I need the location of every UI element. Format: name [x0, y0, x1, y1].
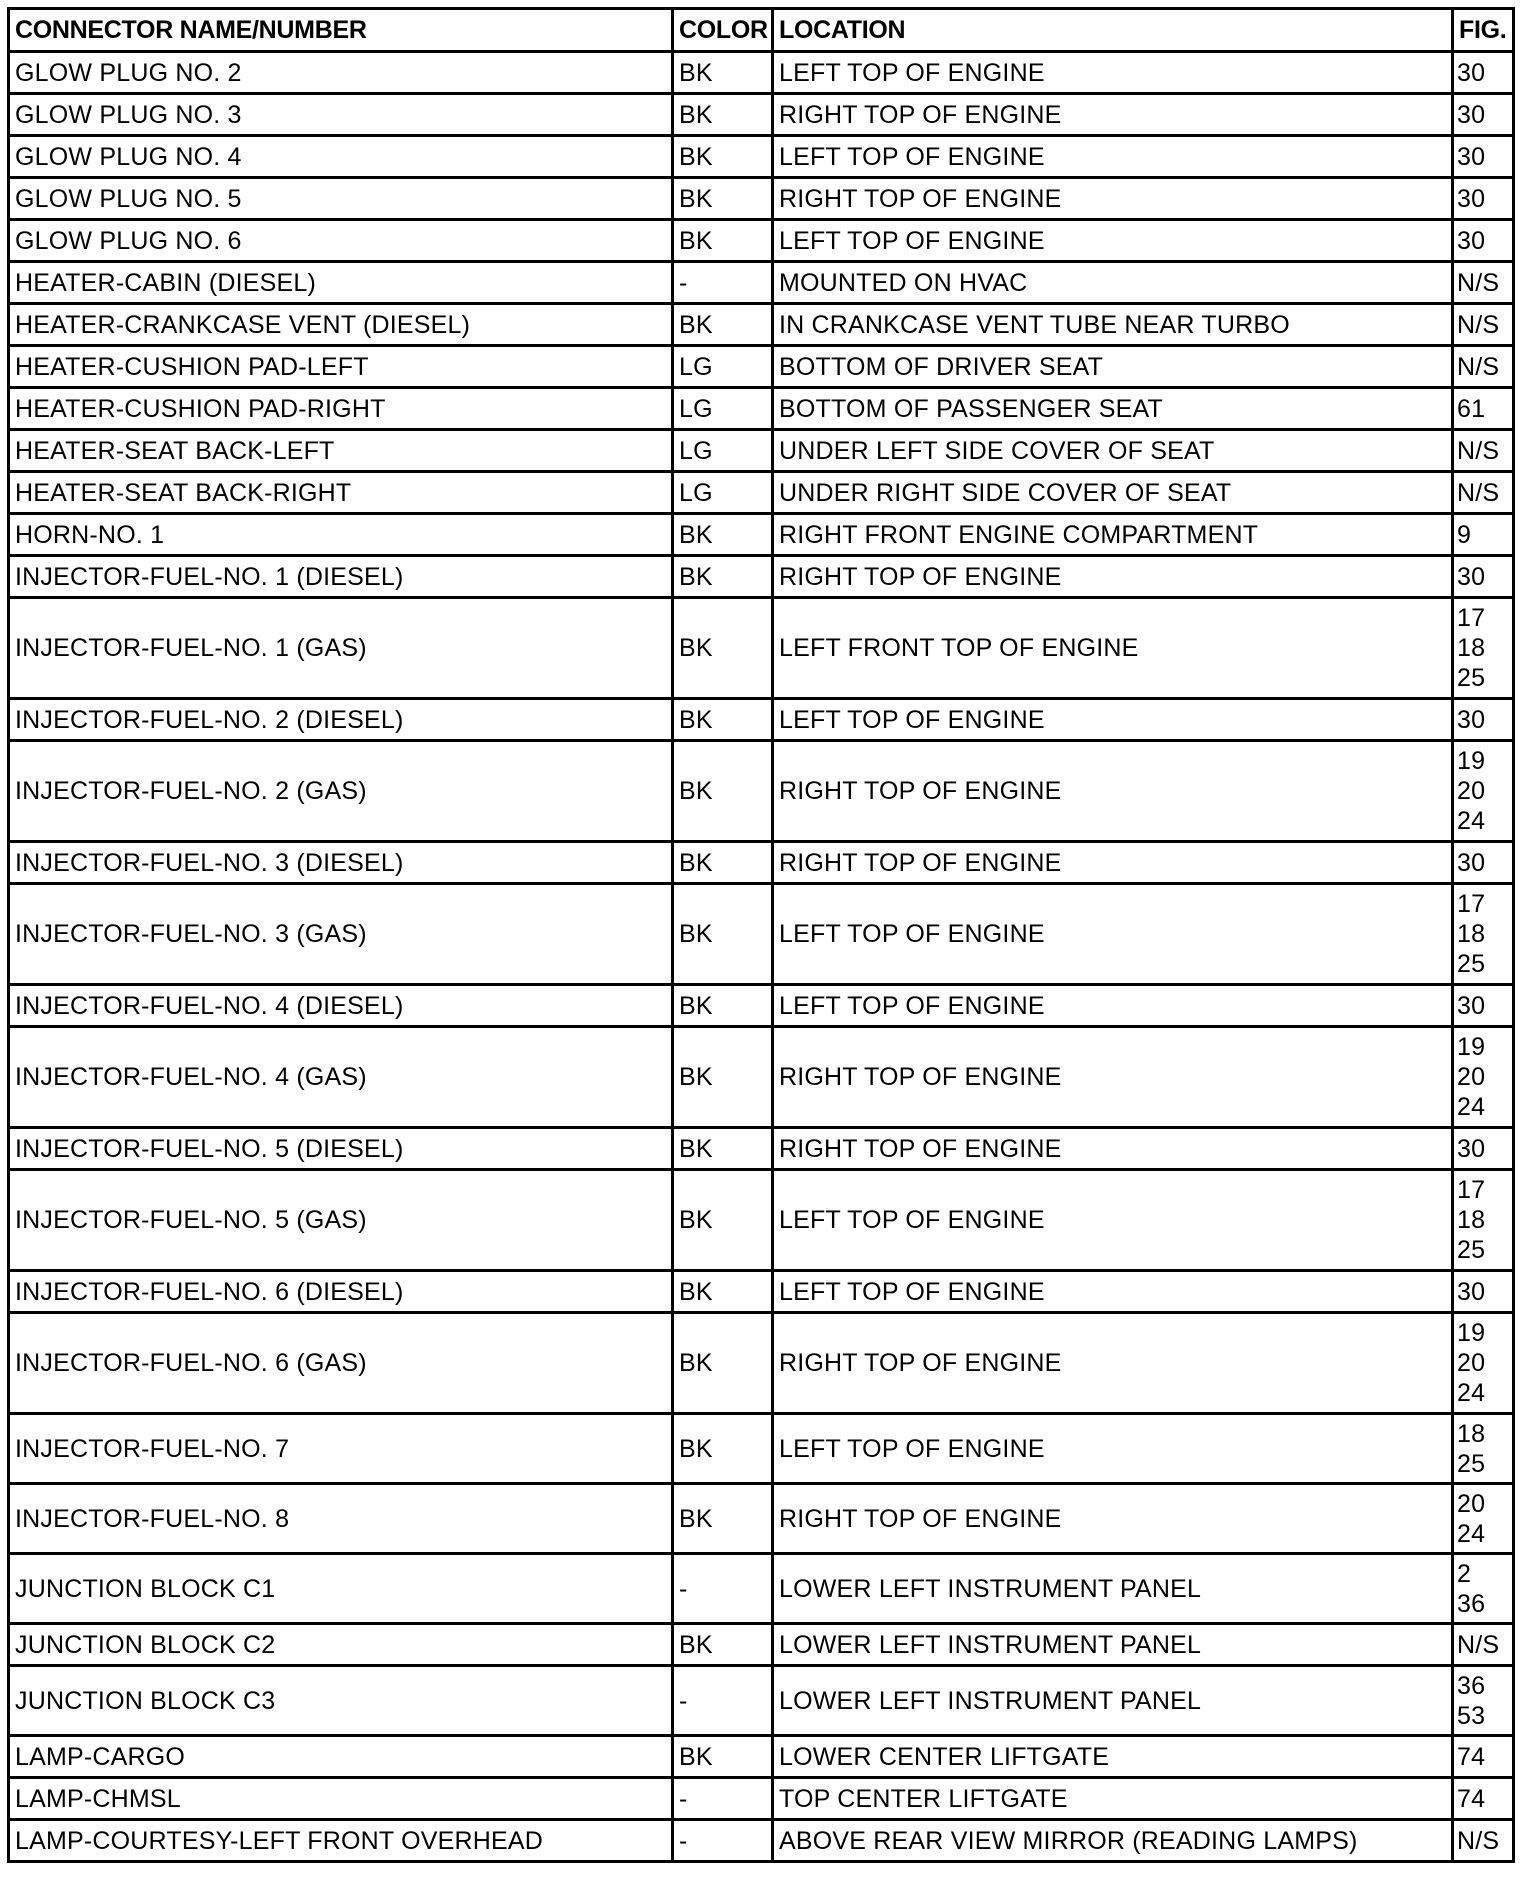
connector-name-cell: INJECTOR-FUEL-NO. 6 (DIESEL): [9, 1271, 673, 1313]
fig-number: 30: [1457, 848, 1486, 877]
fig-cell: [1453, 514, 1514, 556]
fig-number: 18: [1457, 1419, 1486, 1448]
color-cell: -: [673, 1554, 773, 1624]
location-cell: RIGHT TOP OF ENGINE: [773, 741, 1453, 842]
header-fig: FIG.: [1453, 9, 1514, 52]
connector-name-cell: INJECTOR-FUEL-NO. 1 (DIESEL): [9, 556, 673, 598]
connector-name-cell: JUNCTION BLOCK C3: [9, 1666, 673, 1736]
table-row: [9, 430, 1514, 472]
location-cell: IN CRANKCASE VENT TUBE NEAR TURBO: [773, 304, 1453, 346]
color-cell: BK: [673, 1313, 773, 1414]
location-cell: RIGHT TOP OF ENGINE: [773, 1484, 1453, 1554]
fig-cell: [1453, 1484, 1514, 1554]
color-cell: BK: [673, 985, 773, 1027]
location-cell: MOUNTED ON HVAC: [773, 262, 1453, 304]
table-row: [9, 1820, 1514, 1862]
location-cell: LOWER LEFT INSTRUMENT PANEL: [773, 1554, 1453, 1624]
location-cell: RIGHT TOP OF ENGINE: [773, 1128, 1453, 1170]
color-cell: -: [673, 1666, 773, 1736]
color-cell: BK: [673, 1170, 773, 1271]
fig-number: 30: [1457, 1277, 1486, 1306]
fig-cell: [1453, 304, 1514, 346]
location-cell: LEFT TOP OF ENGINE: [773, 699, 1453, 741]
connector-name-cell: INJECTOR-FUEL-NO. 7: [9, 1414, 673, 1484]
fig-number: 19: [1457, 1319, 1486, 1347]
location-cell: LOWER LEFT INSTRUMENT PANEL: [773, 1624, 1453, 1666]
header-location: LOCATION: [773, 9, 1453, 52]
fig-number: 53: [1457, 1701, 1486, 1730]
fig-cell: [1453, 1414, 1514, 1484]
fig-cell: [1453, 1736, 1514, 1778]
connector-name-cell: GLOW PLUG NO. 2: [9, 52, 673, 94]
connector-name-cell: JUNCTION BLOCK C1: [9, 1554, 673, 1624]
fig-number: 25: [1457, 664, 1486, 692]
table-row: [9, 136, 1514, 178]
connector-table: [7, 7, 1515, 1863]
fig-number: 20: [1457, 1063, 1486, 1091]
connector-name-cell: HEATER-CABIN (DIESEL): [9, 262, 673, 304]
table-row: [9, 220, 1514, 262]
color-cell: BK: [673, 556, 773, 598]
table-row: [9, 472, 1514, 514]
color-cell: LG: [673, 388, 773, 430]
fig-cell: [1453, 220, 1514, 262]
table-row: [9, 985, 1514, 1027]
fig-number: 30: [1457, 1134, 1486, 1163]
fig-number: N/S: [1457, 268, 1500, 297]
color-cell: BK: [673, 1271, 773, 1313]
color-cell: BK: [673, 842, 773, 884]
color-cell: BK: [673, 514, 773, 556]
fig-cell: [1453, 1666, 1514, 1736]
table-row: [9, 1170, 1514, 1271]
color-cell: LG: [673, 430, 773, 472]
fig-cell: [1453, 1170, 1514, 1271]
color-cell: BK: [673, 94, 773, 136]
table-header-row: [9, 9, 1514, 52]
color-cell: BK: [673, 1484, 773, 1554]
fig-number: 24: [1457, 1093, 1486, 1121]
fig-number: N/S: [1457, 352, 1500, 381]
fig-cell: [1453, 1027, 1514, 1128]
fig-number: N/S: [1457, 478, 1500, 507]
color-cell: BK: [673, 220, 773, 262]
table-row: [9, 1554, 1514, 1624]
connector-name-cell: LAMP-CHMSL: [9, 1778, 673, 1820]
table-row: [9, 1778, 1514, 1820]
fig-cell: [1453, 262, 1514, 304]
fig-cell: [1453, 1624, 1514, 1666]
fig-number: 9: [1457, 520, 1472, 549]
table-row: [9, 514, 1514, 556]
color-cell: BK: [673, 598, 773, 699]
fig-cell: [1453, 884, 1514, 985]
location-cell: ABOVE REAR VIEW MIRROR (READING LAMPS): [773, 1820, 1453, 1862]
fig-number: 20: [1457, 1349, 1486, 1377]
fig-number: 18: [1457, 634, 1486, 662]
connector-name-cell: LAMP-CARGO: [9, 1736, 673, 1778]
location-cell: TOP CENTER LIFTGATE: [773, 1778, 1453, 1820]
location-cell: RIGHT TOP OF ENGINE: [773, 94, 1453, 136]
fig-cell: [1453, 430, 1514, 472]
fig-number: 17: [1457, 604, 1486, 632]
fig-number: 30: [1457, 226, 1486, 255]
fig-number: 19: [1457, 1033, 1486, 1061]
fig-cell: [1453, 472, 1514, 514]
connector-name-cell: HEATER-CUSHION PAD-RIGHT: [9, 388, 673, 430]
color-cell: BK: [673, 1736, 773, 1778]
fig-number: 74: [1457, 1784, 1486, 1813]
fig-cell: [1453, 1128, 1514, 1170]
table-row: [9, 262, 1514, 304]
color-cell: BK: [673, 1027, 773, 1128]
location-cell: LEFT TOP OF ENGINE: [773, 985, 1453, 1027]
fig-number: 30: [1457, 991, 1486, 1020]
connector-name-cell: HEATER-CUSHION PAD-LEFT: [9, 346, 673, 388]
color-cell: BK: [673, 52, 773, 94]
location-cell: RIGHT TOP OF ENGINE: [773, 556, 1453, 598]
fig-number: N/S: [1457, 310, 1500, 339]
fig-cell: [1453, 388, 1514, 430]
connector-name-cell: GLOW PLUG NO. 4: [9, 136, 673, 178]
table-row: [9, 94, 1514, 136]
connector-name-cell: HEATER-SEAT BACK-RIGHT: [9, 472, 673, 514]
color-cell: BK: [673, 1128, 773, 1170]
table-row: [9, 1271, 1514, 1313]
connector-name-cell: GLOW PLUG NO. 6: [9, 220, 673, 262]
fig-cell: [1453, 1820, 1514, 1862]
table-row: [9, 1027, 1514, 1128]
connector-name-cell: GLOW PLUG NO. 5: [9, 178, 673, 220]
table-body: [9, 52, 1514, 1862]
fig-number: 30: [1457, 142, 1486, 171]
color-cell: -: [673, 262, 773, 304]
connector-name-cell: HORN-NO. 1: [9, 514, 673, 556]
connector-name-cell: INJECTOR-FUEL-NO. 3 (GAS): [9, 884, 673, 985]
fig-number: 17: [1457, 890, 1486, 918]
fig-number: N/S: [1457, 436, 1500, 465]
location-cell: BOTTOM OF PASSENGER SEAT: [773, 388, 1453, 430]
fig-number: 24: [1457, 807, 1486, 835]
connector-name-cell: INJECTOR-FUEL-NO. 1 (GAS): [9, 598, 673, 699]
color-cell: BK: [673, 304, 773, 346]
color-cell: BK: [673, 884, 773, 985]
fig-number: 20: [1457, 1489, 1486, 1518]
table-row: [9, 178, 1514, 220]
fig-number: 17: [1457, 1176, 1486, 1204]
fig-number: 2: [1457, 1559, 1472, 1588]
color-cell: LG: [673, 346, 773, 388]
fig-number: 36: [1457, 1589, 1486, 1618]
fig-number: 25: [1457, 1449, 1486, 1478]
fig-number: 74: [1457, 1742, 1486, 1771]
color-cell: LG: [673, 472, 773, 514]
connector-name-cell: INJECTOR-FUEL-NO. 5 (GAS): [9, 1170, 673, 1271]
fig-cell: [1453, 699, 1514, 741]
fig-cell: [1453, 1271, 1514, 1313]
location-cell: LEFT TOP OF ENGINE: [773, 884, 1453, 985]
location-cell: LOWER CENTER LIFTGATE: [773, 1736, 1453, 1778]
fig-number: 24: [1457, 1519, 1486, 1548]
fig-number: 18: [1457, 920, 1486, 948]
connector-name-cell: INJECTOR-FUEL-NO. 3 (DIESEL): [9, 842, 673, 884]
connector-name-cell: HEATER-CRANKCASE VENT (DIESEL): [9, 304, 673, 346]
table-row: [9, 1624, 1514, 1666]
fig-number: 25: [1457, 950, 1486, 978]
color-cell: BK: [673, 136, 773, 178]
connector-name-cell: GLOW PLUG NO. 3: [9, 94, 673, 136]
fig-number: 30: [1457, 562, 1486, 591]
fig-cell: [1453, 1778, 1514, 1820]
location-cell: RIGHT TOP OF ENGINE: [773, 1313, 1453, 1414]
fig-number: 18: [1457, 1206, 1486, 1234]
location-cell: LEFT TOP OF ENGINE: [773, 1414, 1453, 1484]
location-cell: RIGHT FRONT ENGINE COMPARTMENT: [773, 514, 1453, 556]
fig-cell: [1453, 556, 1514, 598]
table-row: [9, 842, 1514, 884]
table-row: [9, 346, 1514, 388]
table-row: [9, 699, 1514, 741]
fig-cell: [1453, 136, 1514, 178]
fig-number: 36: [1457, 1671, 1486, 1700]
fig-number: 30: [1457, 58, 1486, 87]
location-cell: LEFT TOP OF ENGINE: [773, 136, 1453, 178]
color-cell: -: [673, 1820, 773, 1862]
table-row: [9, 598, 1514, 699]
location-cell: LEFT FRONT TOP OF ENGINE: [773, 598, 1453, 699]
color-cell: BK: [673, 1414, 773, 1484]
fig-cell: [1453, 598, 1514, 699]
table-row: [9, 1128, 1514, 1170]
connector-name-cell: INJECTOR-FUEL-NO. 5 (DIESEL): [9, 1128, 673, 1170]
connector-name-cell: INJECTOR-FUEL-NO. 4 (GAS): [9, 1027, 673, 1128]
fig-cell: [1453, 842, 1514, 884]
location-cell: BOTTOM OF DRIVER SEAT: [773, 346, 1453, 388]
location-cell: RIGHT TOP OF ENGINE: [773, 842, 1453, 884]
fig-cell: [1453, 52, 1514, 94]
table-row: [9, 884, 1514, 985]
location-cell: RIGHT TOP OF ENGINE: [773, 178, 1453, 220]
table-row: [9, 741, 1514, 842]
fig-cell: [1453, 178, 1514, 220]
color-cell: BK: [673, 178, 773, 220]
color-cell: -: [673, 1778, 773, 1820]
location-cell: LEFT TOP OF ENGINE: [773, 1271, 1453, 1313]
fig-cell: [1453, 985, 1514, 1027]
connector-name-cell: HEATER-SEAT BACK-LEFT: [9, 430, 673, 472]
table-row: [9, 1666, 1514, 1736]
header-color: COLOR: [673, 9, 773, 52]
connector-name-cell: INJECTOR-FUEL-NO. 4 (DIESEL): [9, 985, 673, 1027]
fig-number: 24: [1457, 1379, 1486, 1407]
location-cell: UNDER RIGHT SIDE COVER OF SEAT: [773, 472, 1453, 514]
fig-number: 30: [1457, 100, 1486, 129]
connector-name-cell: INJECTOR-FUEL-NO. 2 (DIESEL): [9, 699, 673, 741]
header-connector-name: CONNECTOR NAME/NUMBER: [9, 9, 673, 52]
table-row: [9, 1313, 1514, 1414]
table-row: [9, 1736, 1514, 1778]
location-cell: UNDER LEFT SIDE COVER OF SEAT: [773, 430, 1453, 472]
fig-cell: [1453, 94, 1514, 136]
location-cell: LEFT TOP OF ENGINE: [773, 220, 1453, 262]
table-row: [9, 52, 1514, 94]
fig-number: 20: [1457, 777, 1486, 805]
table-row: [9, 304, 1514, 346]
fig-number: 61: [1457, 394, 1486, 423]
table-row: [9, 1484, 1514, 1554]
table-row: [9, 388, 1514, 430]
fig-cell: [1453, 1313, 1514, 1414]
connector-name-cell: LAMP-COURTESY-LEFT FRONT OVERHEAD: [9, 1820, 673, 1862]
fig-number: N/S: [1457, 1826, 1500, 1855]
fig-cell: [1453, 741, 1514, 842]
table-row: [9, 1414, 1514, 1484]
fig-cell: [1453, 1554, 1514, 1624]
color-cell: BK: [673, 699, 773, 741]
fig-cell: [1453, 346, 1514, 388]
location-cell: LEFT TOP OF ENGINE: [773, 1170, 1453, 1271]
location-cell: RIGHT TOP OF ENGINE: [773, 1027, 1453, 1128]
fig-number: 19: [1457, 747, 1486, 775]
connector-name-cell: JUNCTION BLOCK C2: [9, 1624, 673, 1666]
fig-number: 30: [1457, 184, 1486, 213]
fig-number: N/S: [1457, 1630, 1500, 1659]
connector-name-cell: INJECTOR-FUEL-NO. 6 (GAS): [9, 1313, 673, 1414]
fig-number: 25: [1457, 1236, 1486, 1264]
connector-locator-document: [7, 7, 1512, 1863]
color-cell: BK: [673, 1624, 773, 1666]
connector-name-cell: INJECTOR-FUEL-NO. 2 (GAS): [9, 741, 673, 842]
location-cell: LOWER LEFT INSTRUMENT PANEL: [773, 1666, 1453, 1736]
connector-name-cell: INJECTOR-FUEL-NO. 8: [9, 1484, 673, 1554]
table-row: [9, 556, 1514, 598]
color-cell: BK: [673, 741, 773, 842]
fig-number: 30: [1457, 705, 1486, 734]
location-cell: LEFT TOP OF ENGINE: [773, 52, 1453, 94]
